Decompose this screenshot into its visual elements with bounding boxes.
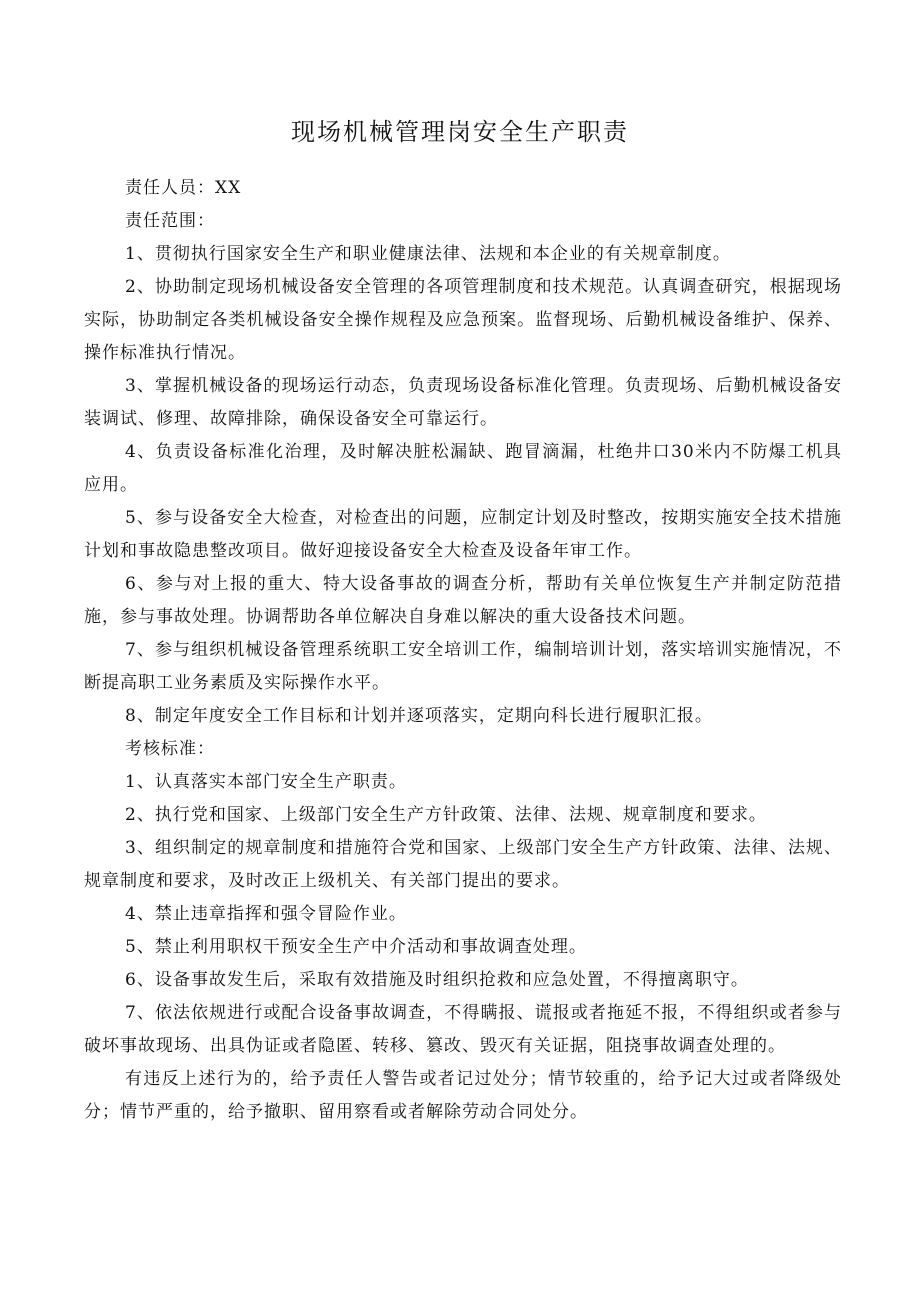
- scope-heading: 责任范围：: [125, 211, 215, 231]
- scope-item: 6、参与对上报的重大、特大设备事故的调查分析，帮助有关单位恢复生产并制定防范措施，参与事故处理。协调帮助各单位解决自身难以解决的重大设备技术问题。: [84, 574, 842, 627]
- scope-item: 3、掌握机械设备的现场运行动态，负责现场设备标准化管理。负责现场、后勤机械设备安装调试、修理、故障排除，确保设备安全可靠运行。: [84, 376, 842, 429]
- scope-item: 4、负责设备标准化治理，及时解决脏松漏缺、跑冒滴漏，杜绝井口30米内不防爆工机具应用。: [84, 442, 842, 495]
- standards-item: 1、认真落实本部门安全生产职责。: [125, 772, 407, 792]
- scope-list: [84, 238, 842, 733]
- responsible-person: 责任人员：XX: [125, 178, 242, 198]
- scope-item: 5、参与设备安全大检查，对检查出的问题，应制定计划及时整改，按期实施安全技术措施计划和事故隐患整改项目。做好迎接设备安全大检查及设备年审工作。: [84, 508, 842, 561]
- standards-list: [84, 766, 842, 1063]
- scope-item: 2、协助制定现场机械设备安全管理的各项管理制度和技术规范。认真调查研究，根据现场实际，协助制定各类机械设备安全操作规程及应急预案。监督现场、后勤机械设备维护、保养、操作标准执行情况。: [84, 277, 842, 363]
- standards-item: 6、设备事故发生后，采取有效措施及时组织抢救和应急处置，不得擅离职守。: [125, 970, 749, 990]
- scope-item: 7、参与组织机械设备管理系统职工安全培训工作，编制培训计划，落实培训实施情况，不断提高职工业务素质及实际操作水平。: [84, 640, 842, 693]
- scope-item: 8、制定年度安全工作目标和计划并逐项落实，定期向科长进行履职汇报。: [125, 706, 713, 726]
- document-body: [84, 172, 842, 1129]
- penalty-paragraph: 有违反上述行为的，给予责任人警告或者记过处分；情节较重的，给予记大过或者降级处分；情节严重的，给予撤职、留用察看或者解除劳动合同处分。: [84, 1069, 842, 1122]
- standards-item: 5、禁止利用职权干预安全生产中介活动和事故调查处理。: [125, 937, 587, 957]
- standards-item: 4、禁止违章指挥和强令冒险作业。: [125, 904, 407, 924]
- standards-item: 2、执行党和国家、上级部门安全生产方针政策、法律、法规、规章制度和要求。: [125, 805, 767, 825]
- scope-item: 1、贯彻执行国家安全生产和职业健康法律、法规和本企业的有关规章制度。: [125, 244, 731, 264]
- standards-item: 7、依法依规进行或配合设备事故调查，不得瞒报、谎报或者拖延不报，不得组织或者参与破坏事故现场、出具伪证或者隐匿、转移、篡改、毁灭有关证据，阻挠事故调查处理的。: [84, 1003, 842, 1056]
- standards-item: 3、组织制定的规章制度和措施符合党和国家、上级部门安全生产方针政策、法律、法规、规章制度和要求，及时改正上级机关、有关部门提出的要求。: [84, 838, 842, 891]
- standards-heading: 考核标准：: [125, 739, 215, 759]
- document-title: 现场机械管理岗安全生产职责: [291, 118, 629, 146]
